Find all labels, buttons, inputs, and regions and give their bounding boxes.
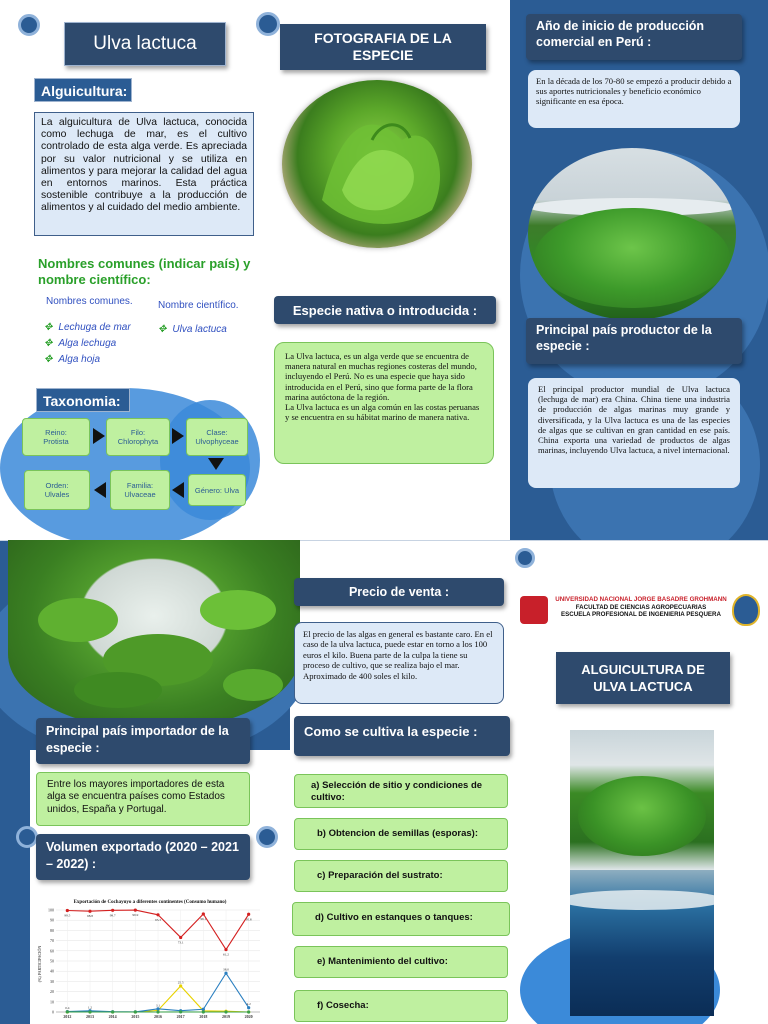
pin-icon [18,14,40,36]
pin-icon [256,826,278,848]
chart-xtick-label: 2014 [108,1014,117,1019]
cultivo-step-text: f) Cosecha: [317,1000,369,1011]
chart-data-label: 0.4 [65,1006,70,1011]
photo-heading [280,24,486,70]
chart-data-label: 99.5 [64,913,71,918]
chart-ytick-label: 70 [50,938,54,944]
faculty-name: FACULTAD DE CIENCIAS AGROPECUARIAS [575,603,707,611]
chart-ytick-label: 100 [48,907,54,913]
chart-xtick-label: 2012 [63,1014,72,1019]
taxonomy-orden: Orden: Ulvales [24,470,90,510]
arrow-down-icon [208,458,224,470]
producer-text: El principal productor mundial de Ulva lactuca (lechuga de mar) era China. China tiene una industria de producción de algas marinas muy grande y diversificada, y la Ulva lactuca es una de las especies de algas que se cultivan en gran cantidad en ese país. China exporta una variedad de productos de algas marinas, incluyendo Ulva lactuca, a nivel internacional. [538,384,730,456]
chart-point [179,1010,182,1013]
arrow-right-icon [172,428,184,444]
chart-ytick-label: 30 [50,978,54,984]
importer-text-box [36,772,250,826]
chart-ylabel: (%) PARTICIPACIÓN [37,945,42,983]
price-text-box [294,622,504,704]
chart-grid [56,910,260,1012]
start-heading [526,14,742,60]
cover-title [556,652,730,704]
chart-ytick-label: 10 [50,999,54,1005]
chart-data-label: 95.8 [245,917,252,922]
university-name: UNIVERSIDAD NACIONAL JORGE BASADRE GROHMANN [555,596,727,603]
cover-title-text: ALGUICULTURA DE ULVA LACTUCA [581,662,705,694]
chart-point [156,1007,159,1010]
cultivo-heading [294,716,510,756]
chart-data-label: 96.1 [200,916,207,921]
university-header [520,594,760,634]
chart-point [202,1008,205,1011]
chart-point [247,1006,250,1009]
cultivo-step-d [292,902,510,936]
chart-ytick-label: 20 [50,989,54,995]
university-text [550,596,732,619]
school-name: ESCUELA PROFESIONAL DE INGENIERIA PESQUERA [561,611,721,619]
alguicultura-heading-text: Alguicultura: [41,83,128,99]
tank-photo [528,148,736,320]
native-heading [274,296,496,324]
chart-xticks [63,1014,252,1019]
chart-data-label: 38.0 [223,967,229,972]
native-text-box [274,342,494,464]
chart-data-label: 3.1 [155,1003,161,1008]
cultivo-heading-text: Como se cultiva la especie : [304,724,478,739]
list-item: ✥ Alga lechuga [44,338,117,349]
cultivo-step-text: e) Mantenimiento del cultivo: [317,956,448,967]
names-heading-text: Nombres comunes (indicar país) y nombre científico: [38,256,251,287]
chart-point [202,912,205,915]
scientific-names-list [158,322,227,338]
chart-point [247,1010,250,1013]
taxonomia-heading-text: Taxonomia: [43,393,121,409]
list-item: ✥ Lechuga de mar [44,322,131,333]
native-heading-text: Especie nativa o introducida : [292,302,478,318]
chart-point [156,1010,159,1013]
producer-heading-text: Principal país productor de la especie : [536,323,712,353]
producer-heading [526,318,742,364]
price-text: El precio de las algas en general es bastante caro. En el caso de la ulva lactuca, puede estar en torno a los 100 euros el kilo. Buena parte de la culpa la tiene su proceso de cultivo, que se realiza bajo el mar. Aproximado de 400 soles el kilo. [303,629,493,681]
price-heading [294,578,504,606]
cultivo-step-c [294,860,508,892]
cultivo-step-text: a) Selección de sitio y condiciones de cultivo: [311,780,483,803]
chart-data-label: 99.7 [109,913,116,918]
start-heading-text: Año de inicio de producción comercial en Perú : [536,19,705,49]
cultivo-step-text: d) Cultivo en estanques o tanques: [315,912,473,923]
cultivo-step-e [294,946,508,978]
chart-point [202,1010,205,1013]
scientific-name-label: Nombre científico. [158,300,239,311]
chart-xtick-label: 2013 [86,1014,94,1019]
photo-heading-text: FOTOGRAFIA DE LA ESPECIE [314,30,452,63]
university-logo-left [520,596,548,624]
chart-data-label: 99.9 [132,913,139,918]
chart-point [179,984,182,987]
common-names-label: Nombres comunes. [46,296,133,307]
pin-icon [256,12,280,36]
tank-water [534,208,730,308]
cultivo-step-f [294,990,508,1022]
taxonomy-reino: Reino: Protista [22,418,90,456]
cultivo-step-text: c) Preparación del sustrato: [317,870,443,881]
alguicultura-heading [34,78,132,102]
names-heading [38,256,258,288]
taxonomia-heading [36,388,130,412]
chart-xtick-label: 2016 [154,1014,162,1019]
chart-data-label: 95.3 [155,917,161,922]
cultivo-step-b [294,818,508,850]
importer-text: Entre los mayores importadores de esta alga se encuentra países como Estados unidos, España y Portugal. [47,779,225,815]
taxonomy-clase: Clase: Ulvophyceae [186,418,248,456]
seaweed-illustration [282,80,472,248]
page-title-text: Ulva lactuca [93,33,197,54]
chart-ytick-label: 50 [50,958,54,964]
chart-yticks [48,908,54,1015]
volume-heading [36,834,250,880]
chart-data-label: 1.2 [87,1005,93,1010]
list-item: ✥ Ulva lactuca [158,324,227,335]
importer-heading-text: Principal país importador de la especie : [46,724,229,755]
importer-heading [36,718,250,764]
chart-point [88,910,91,913]
tank-photo-bottom [570,870,714,1016]
page-title [64,22,226,66]
taxonomy-genero: Género: Ulva [188,474,246,506]
tank-water [578,776,706,856]
native-text-1: La Ulva lactuca, es un alga verde que se encuentra de manera natural en muchas regiones costeras del mundo, incluyendo el Perú. No es una especie que haya sido introducida en el Perú, sino que forma parte de la flora marina autóctona de la región. [285,351,477,402]
tank-rim [570,890,714,910]
native-text-2: La Ulva lactuca es un alga común en las costas peruanas y se encuentra en su hábitat marino de manera nativa. [285,402,480,423]
tank-photo-top [570,730,714,870]
chart-point [156,913,159,916]
chart-ytick-label: 40 [50,968,54,974]
chart-point [111,909,114,912]
species-photo [282,80,472,248]
chart-ytick-label: 0 [52,1009,54,1015]
chart-data-label: 4.2 [246,1002,251,1007]
chart-xtick-label: 2020 [244,1014,253,1019]
chart-ytick-label: 60 [50,948,54,954]
common-names-list [44,320,131,368]
chart-point [88,1010,91,1013]
chart-point [111,1010,114,1013]
university-logo-right [732,594,760,626]
alguicultura-text-box [34,112,254,236]
chart-point [224,948,227,951]
arrow-left-icon [172,482,184,498]
chart-point [134,1010,137,1013]
chart-point [179,936,182,939]
list-item: ✥ Alga hoja [44,354,101,365]
export-chart [34,894,266,1024]
chart-ytick-label: 90 [50,917,54,923]
start-text: En la década de los 70-80 se empezó a producir debido a sus aportes nutricionales y beneficio económico significante en esa época. [536,76,732,107]
arrow-left-icon [94,482,106,498]
seaweed-leaves-illustration [8,540,300,730]
taxonomy-filo: Filo: Chlorophyta [106,418,170,456]
chart-xtick-label: 2019 [222,1014,230,1019]
volume-heading-text: Volumen exportado (2020 – 2021 – 2022) : [46,840,239,871]
chart-data-label: 61.2 [223,952,229,957]
start-text-box [528,70,740,128]
chart-data-label: 25.5 [177,980,184,985]
price-heading-text: Precio de venta : [348,585,450,599]
seaweed-photo [8,540,300,730]
chart-ytick-label: 80 [50,927,54,933]
pin-icon [515,548,535,568]
chart-data-label: 73.1 [177,940,184,945]
chart-xtick-label: 2017 [176,1014,185,1019]
chart-xtick-label: 2018 [199,1014,208,1019]
pin-icon [16,826,38,848]
chart-point [66,909,69,912]
alguicultura-text: La alguicultura de Ulva lactuca, conocida como lechuga de mar, es el cultivo controlado de esta alga verde. Es apreciada por su valor nutricional y se utiliza en alimentos y para mejorar la calidad del agua en entornos marinos. Esta práctica sostenible contribuye a la producción de alimentos y al cuidado del medio ambiente. [41,117,247,214]
chart-point [224,972,227,975]
chart-point [134,909,137,912]
chart-point [224,1010,227,1013]
chart-xtick-label: 2015 [131,1014,140,1019]
taxonomy-familia: Familia: Ulvaceae [110,470,170,510]
producer-text-box [528,378,740,488]
chart-title: Exportación de Cochayuyo a diferentes continentes (Consumo humano) [73,900,227,905]
chart-point [66,1010,69,1013]
cultivo-step-a [294,774,508,808]
cultivo-step-text: b) Obtencion de semillas (esporas): [317,828,479,839]
arrow-right-icon [93,428,105,444]
chart-data-label: 98.8 [87,914,93,919]
export-chart-svg [34,894,266,1024]
chart-point [247,913,250,916]
